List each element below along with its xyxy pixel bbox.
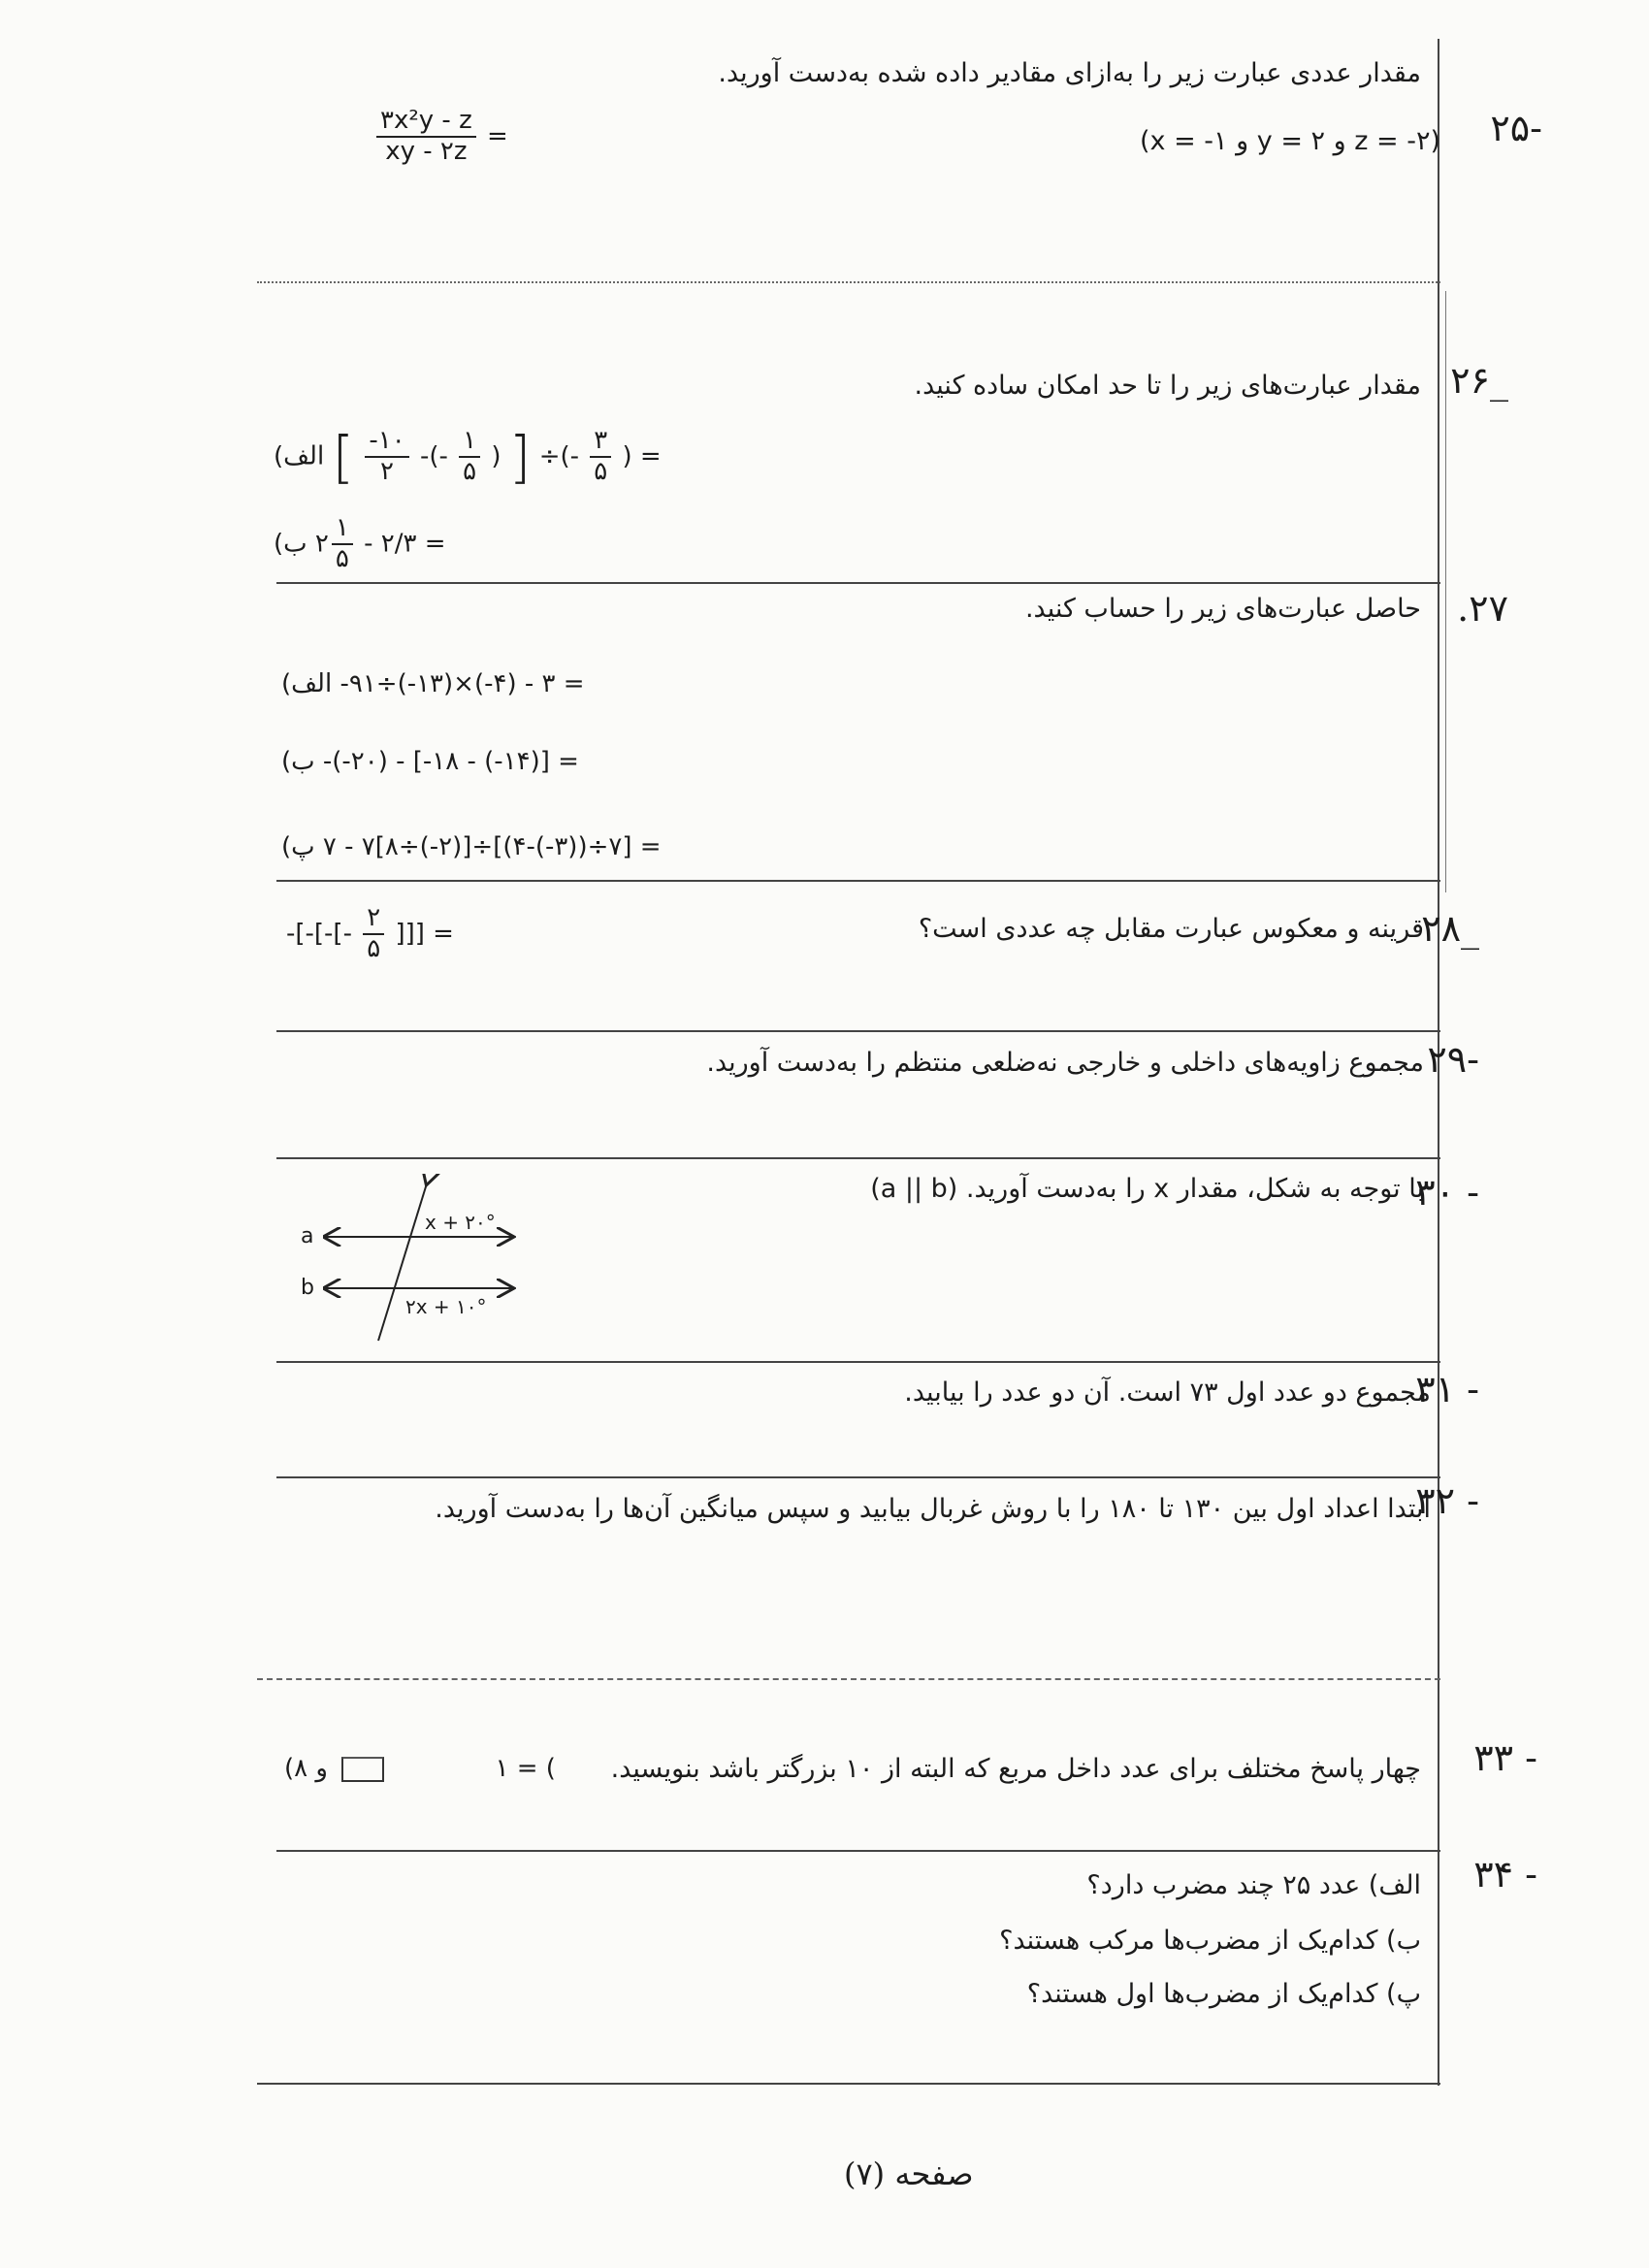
question-29-text: مجموع زاویه‌های داخلی و خارجی نه‌ضلعی منتظم را به‌دست آورید. — [706, 1048, 1424, 1078]
question-number-25: -۲۵ — [1490, 107, 1542, 149]
question-26-a-frac1-n: -۱۰ — [365, 427, 408, 458]
question-26-a-minus: -(- — [419, 441, 448, 471]
question-number-32: - ۳۲ — [1415, 1479, 1479, 1522]
question-30-figure — [291, 1174, 543, 1348]
question-26-a-div: ÷(- — [538, 441, 580, 471]
question-number-30: - ۳۰ — [1415, 1171, 1479, 1214]
separator-27 — [276, 880, 1440, 882]
question-number-27: ۲۷. — [1457, 587, 1508, 630]
question-26-a-open-bracket: [ — [332, 423, 355, 490]
question-27-part-a — [281, 669, 585, 698]
question-26-a-frac2 — [459, 427, 480, 487]
question-26-part-a-label: الف) — [274, 441, 325, 471]
question-34-part-p: پ) کدام‌یک از مضرب‌ها اول هستند؟ — [1026, 1979, 1421, 2009]
question-30-line-a-label: a — [301, 1224, 314, 1248]
question-26-b-frac — [332, 514, 353, 574]
question-number-28: _۲۸ — [1421, 907, 1479, 950]
question-30-line-b-label: b — [301, 1276, 314, 1300]
separator-28 — [276, 1030, 1440, 1032]
margin-line-top-right — [1445, 291, 1446, 892]
question-26-b-rest: - ۲/۳ = — [364, 529, 446, 559]
separator-31 — [276, 1476, 1440, 1478]
question-34-part-b: ب) کدام‌یک از مضرب‌ها مرکب هستند؟ — [999, 1926, 1421, 1956]
separator-29 — [276, 1157, 1440, 1159]
separator-33 — [276, 1850, 1440, 1852]
question-26-a-frac3 — [590, 427, 611, 487]
question-26-b-whole: ۲ — [314, 529, 329, 559]
question-26-a-close-bracket: ] — [508, 423, 532, 490]
question-25-fraction — [376, 107, 476, 167]
question-30-angle-bottom: ۲x + ۱۰° — [405, 1295, 487, 1318]
question-30-text: با توجه به شکل، مقدار x را به‌دست آورید. (a || b) — [870, 1174, 1424, 1204]
question-26-a-frac2-n: ۱ — [459, 427, 480, 458]
question-28-prefix: -[-[-[- — [286, 919, 352, 949]
question-27-part-p-label: پ) — [281, 832, 315, 861]
question-26-text: مقدار عبارت‌های زیر را تا حد امکان ساده کنید. — [914, 371, 1421, 401]
question-26-a-frac2-d: ۵ — [463, 456, 477, 486]
question-28-suffix: ]]] = — [395, 919, 454, 949]
question-number-29: -۲۹ — [1427, 1038, 1479, 1081]
question-26-b-frac-d: ۵ — [335, 543, 349, 573]
page-number: صفحه (۷) — [844, 2155, 974, 2192]
question-27-part-a-label: الف) — [281, 669, 333, 698]
question-25-denominator: xy - ۲z — [385, 136, 468, 166]
question-30-angle-top: x + ۲۰° — [425, 1211, 496, 1234]
question-number-31: - ۳۱ — [1415, 1368, 1479, 1410]
question-27-part-p — [281, 832, 662, 861]
answer-box[interactable] — [341, 1757, 384, 1782]
question-26-a-frac1 — [365, 427, 408, 487]
question-28-frac-d: ۵ — [367, 933, 381, 963]
separator-32 — [257, 1678, 1440, 1680]
question-26-a-frac3-n: ۳ — [590, 427, 611, 458]
question-28-frac — [363, 904, 384, 964]
separator-26 — [276, 582, 1440, 584]
question-25-equals: = — [487, 121, 508, 151]
question-28-expression — [286, 904, 454, 964]
question-25-expression — [373, 107, 508, 167]
question-27-text: حاصل عبارت‌های زیر را حساب کنید. — [1024, 594, 1421, 624]
question-26-a-close-paren: ) — [491, 441, 501, 471]
question-26-part-a — [274, 423, 662, 490]
question-32-text: ابتدا اعداد اول بین ۱۳۰ تا ۱۸۰ را با روش غربال بیابید و سپس میانگین آن‌ها را به‌دست آورید. — [435, 1494, 1431, 1524]
question-26-a-frac1-d: ۲ — [380, 456, 395, 486]
question-25-text: مقدار عددی عبارت زیر را به‌ازای مقادیر داده شده به‌دست آورید. — [718, 58, 1421, 88]
question-33-expression — [284, 1754, 556, 1783]
question-26-part-b — [274, 514, 445, 574]
question-26-a-frac3-d: ۵ — [594, 456, 608, 486]
question-26-b-frac-n: ۱ — [332, 514, 353, 545]
question-27-b-expression: -(-۲۰) - [-۱۸ - (-۱۴)] = — [322, 747, 579, 776]
question-33-expr-right: و ۸) — [284, 1754, 328, 1783]
separator-25 — [257, 281, 1440, 283]
separator-30 — [276, 1361, 1440, 1363]
question-number-34: - ۳۴ — [1473, 1853, 1537, 1895]
question-25-values: (x = -۱ و y = ۲ و z = -۲) — [1140, 126, 1440, 156]
question-number-33: - ۳۳ — [1473, 1736, 1537, 1779]
question-25-numerator: ۳x²y - z — [376, 107, 476, 138]
question-26-a-end: ) = — [622, 441, 662, 471]
separator-34 — [257, 2083, 1440, 2085]
question-26-part-b-label: ب) — [274, 529, 307, 559]
question-28-frac-n: ۲ — [363, 904, 384, 935]
question-31-text: مجموع دو عدد اول ۷۳ است. آن دو عدد را بیابید. — [904, 1377, 1431, 1408]
question-27-part-b — [281, 747, 579, 776]
question-28-text: قرینه و معکوس عبارت مقابل چه عددی است؟ — [918, 914, 1424, 944]
question-34-part-a: الف) عدد ۲۵ چند مضرب دارد؟ — [1086, 1870, 1421, 1900]
question-27-a-expression: -۹۱÷(-۱۳)×(-۴) - ۳ = — [340, 669, 585, 698]
question-27-p-expression: ۷ - ۷[۸÷(-۲)]÷[(۴-(-۳))÷۷] = — [322, 832, 662, 861]
question-number-26: _۲۶ — [1450, 359, 1508, 402]
question-27-part-b-label: ب) — [281, 747, 315, 776]
question-33-expr-left: ۱ = ( — [495, 1754, 556, 1783]
question-33-text: چهار پاسخ مختلف برای عدد داخل مربع که البته از ۱۰ بزرگتر باشد بنویسید. — [610, 1754, 1421, 1784]
